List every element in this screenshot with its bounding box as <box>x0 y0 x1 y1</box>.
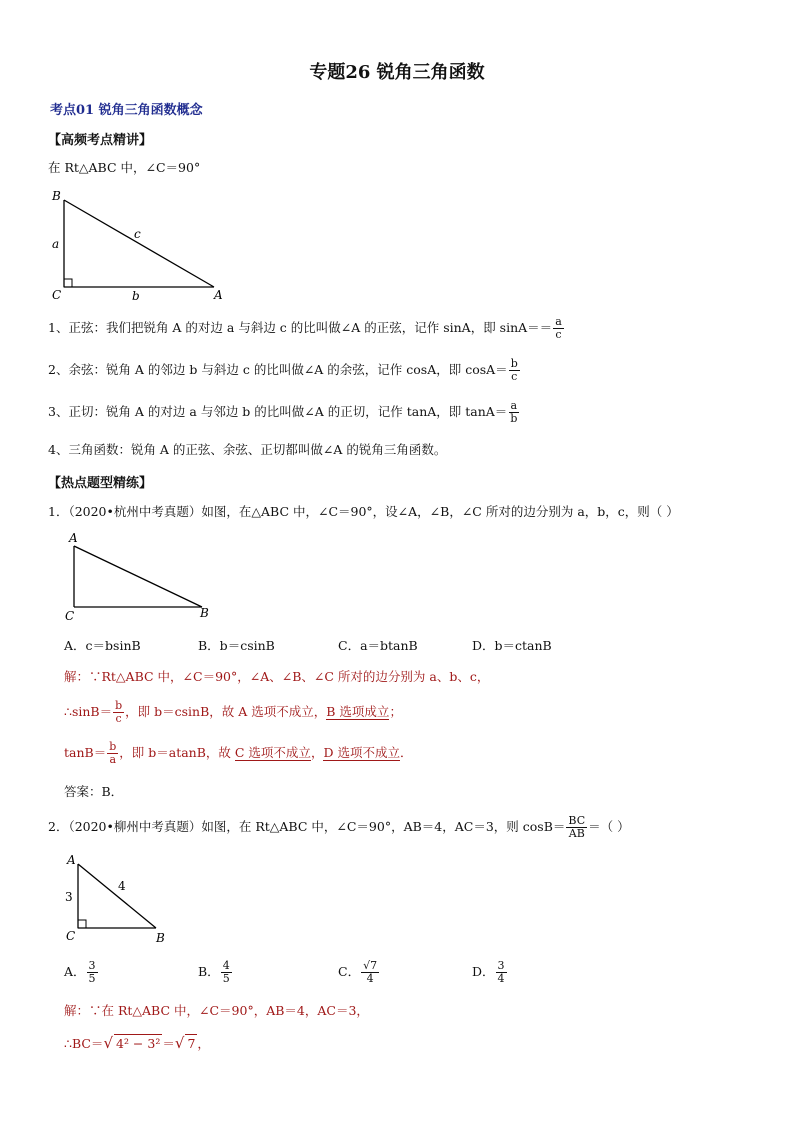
page-title: 专题26 锐角三角函数 <box>309 62 485 83</box>
vertex-label-c: C <box>66 929 76 943</box>
vertex-label-a: A <box>67 853 76 867</box>
q1-solution-line-1: 解：∵Rt△ABC 中，∠C＝90°，∠A、∠B、∠C 所对的边分别为 a、b、c， <box>64 669 490 684</box>
vertex-label-b: B <box>200 606 209 620</box>
side-label-c: c <box>134 227 141 241</box>
q1-solution-line-3: tanB＝ $\frac{b}{a}$ ，即 b＝atanB，故 C 选项不成立，D 选项不成立． <box>64 740 413 766</box>
triangle-figure-2 <box>62 530 222 626</box>
side-label-b: b <box>132 289 140 303</box>
q1-option-b: B．b＝csinB <box>198 638 275 653</box>
definition-trig-functions: 4、三角函数：锐角 A 的正弦、余弦、正切都叫做∠A 的锐角三角函数。 <box>48 442 447 457</box>
vertex-label-a: A <box>214 288 223 302</box>
q2-solution-line-1: 解：∵在 Rt△ABC 中，∠C＝90°，AB＝4，AC＝3， <box>64 1003 369 1018</box>
question-2-stem: 2．（2020•柳州中考真题）如图，在 Rt△ABC 中，∠C＝90°，AB＝4，AC＝3，则 cosB＝ $\frac{BC}{AB}$ ＝（ ） <box>48 814 630 840</box>
section-heading-jinglian: 【热点题型精练】 <box>48 476 153 491</box>
q1-solution-line-2: ∴sinB＝ $\frac{b}{c}$ ，即 b＝csinB，故 A 选项不成立，B 选项成立； <box>64 699 402 725</box>
side-label-a: a <box>52 237 60 251</box>
q2-option-d: D． $\frac{3}{4}$ <box>472 959 505 985</box>
q1-option-a: A．c＝bsinB <box>64 638 141 653</box>
definition-cosine: 2、余弦：锐角 A 的邻边 b 与斜边 c 的比叫做∠A 的余弦，记作 cosA，即 cosA＝ $\frac{b}{c}$ <box>48 357 518 383</box>
section-heading-jingjiang: 【高频考点精讲】 <box>48 133 153 148</box>
q2-solution-line-2: ∴BC＝√ 4² − 3² ＝√ 7 ， <box>64 1034 210 1052</box>
q2-option-a: A． $\frac{3}{5}$ <box>64 959 96 985</box>
vertex-label-a: A <box>69 531 78 545</box>
question-1-stem: 1．（2020•杭州中考真题）如图，在△ABC 中，∠C＝90°，设∠A，∠B，∠C 所对的边分别为 a，b，c，则（ ） <box>48 504 679 519</box>
triangle-figure-3 <box>60 850 180 950</box>
q2-option-b: B． $\frac{4}{5}$ <box>198 959 230 985</box>
vertex-label-c: C <box>52 288 62 302</box>
triangle-figure-1 <box>46 186 236 304</box>
side-label-3: 3 <box>65 890 73 904</box>
q1-option-c: C．a＝btanB <box>338 638 418 653</box>
vertex-label-b: B <box>52 189 61 203</box>
definition-sine: 1、正弦：我们把锐角 A 的对边 a 与斜边 c 的比叫做∠A 的正弦，记作 sinA，即 sinA＝＝ $\frac{a}{c}$ <box>48 315 562 341</box>
intro-text: 在 Rt△ABC 中，∠C＝90° <box>48 160 201 175</box>
vertex-label-b: B <box>156 931 165 945</box>
q2-option-c: C． $\frac{√7}{4}$ <box>338 959 378 985</box>
definition-tangent: 3、正切：锐角 A 的对边 a 与邻边 b 的比叫做∠A 的正切，记作 tanA，即 tanA＝ $\frac{a}{b}$ <box>48 399 518 425</box>
vertex-label-c: C <box>65 609 75 623</box>
q1-answer: 答案：B． <box>64 784 124 799</box>
q1-option-d: D．b＝ctanB <box>472 638 552 653</box>
side-label-4: 4 <box>118 879 126 893</box>
kaodian-heading: 考点01 锐角三角函数概念 <box>50 103 203 118</box>
